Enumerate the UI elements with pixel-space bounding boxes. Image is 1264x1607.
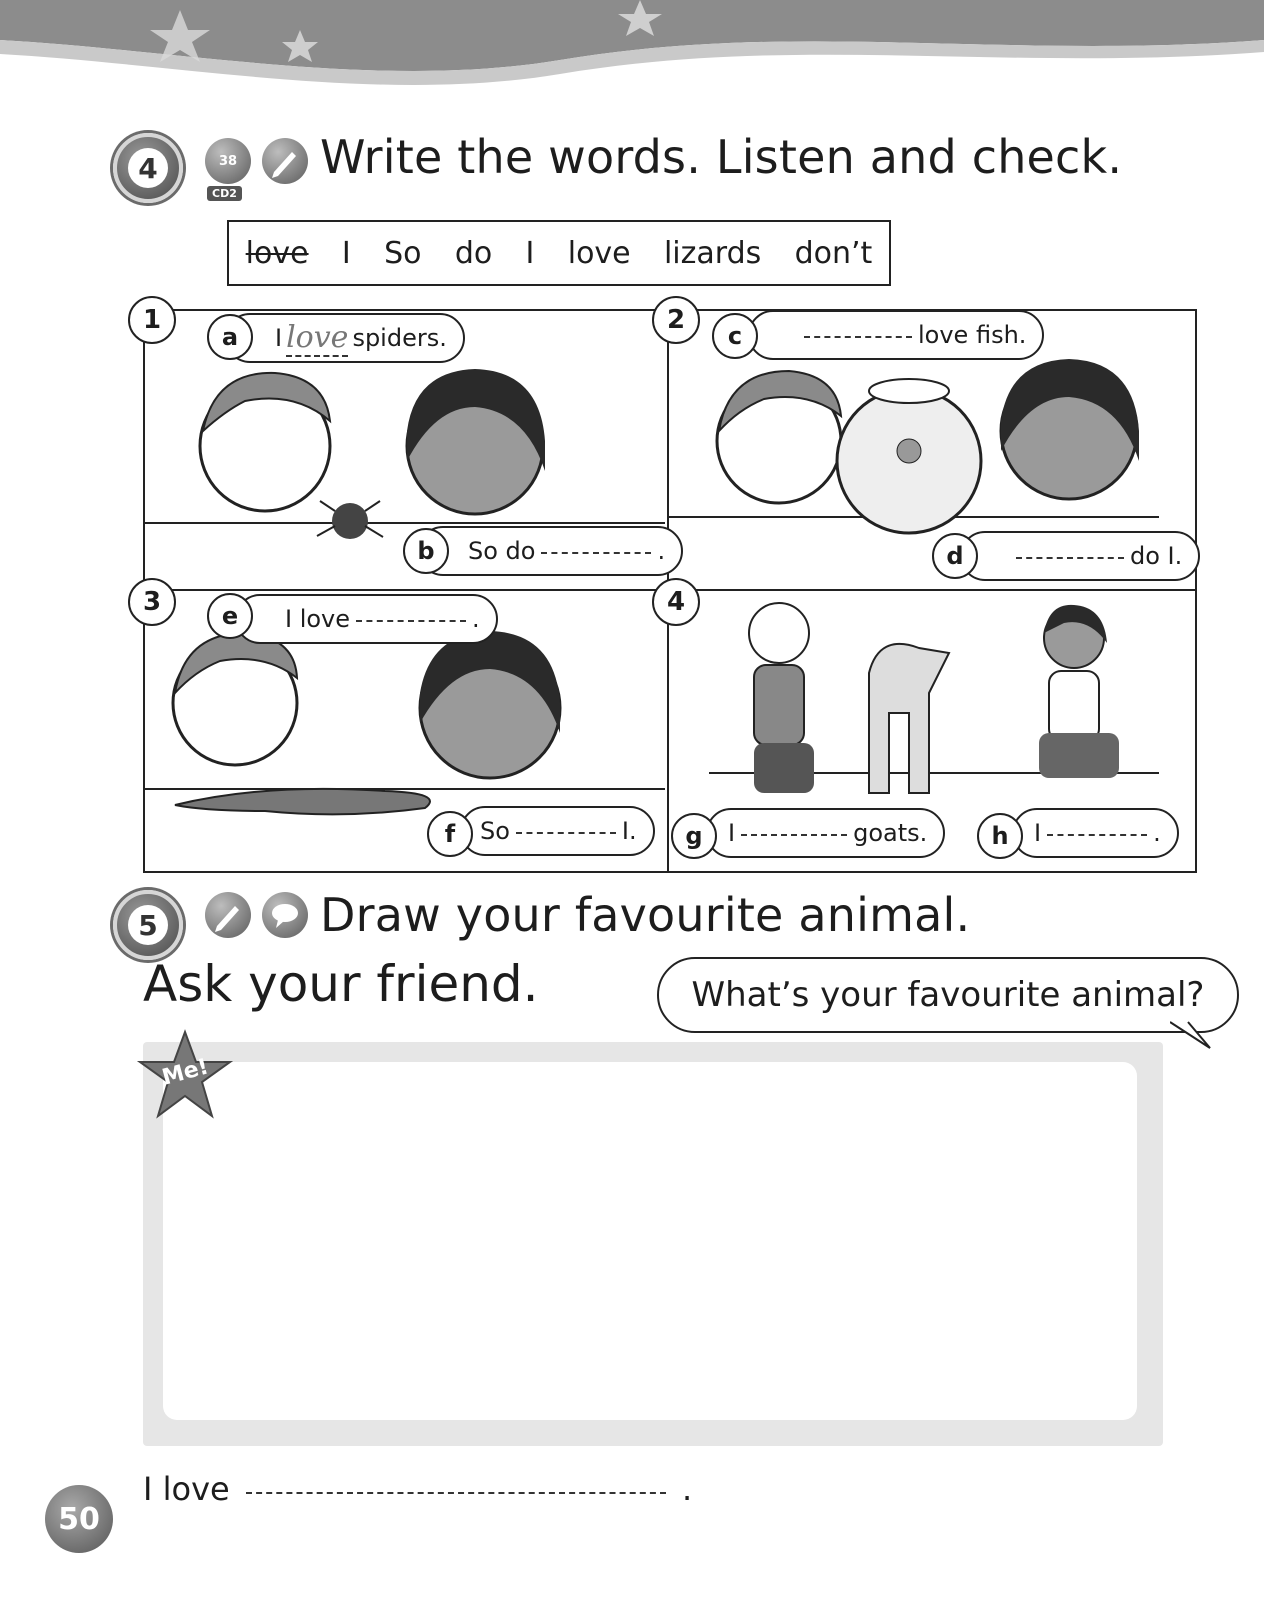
item-letter: b	[403, 528, 449, 574]
speech-bubble-a: I love spiders.	[225, 313, 465, 363]
speech-bubble-f: So I.	[460, 806, 655, 856]
answer-blank[interactable]	[516, 828, 616, 834]
item-letter: c	[712, 313, 758, 359]
answer-blank[interactable]	[804, 332, 912, 338]
question-speech-bubble: What’s your favourite animal?	[657, 957, 1239, 1033]
drawing-area[interactable]	[163, 1062, 1137, 1420]
pencil-icon	[262, 138, 308, 184]
item-letter: e	[207, 593, 253, 639]
panel-number: 1	[128, 296, 176, 344]
panel-number: 4	[652, 578, 700, 626]
page-number: 50	[45, 1485, 113, 1553]
item-letter: d	[932, 533, 978, 579]
audio-track-icon[interactable]: 38	[205, 138, 251, 184]
speech-icon	[262, 892, 308, 938]
word-bank-word: lizards	[663, 235, 762, 271]
item-letter: a	[207, 314, 253, 360]
word-bank-word: don’t	[794, 235, 873, 271]
answer-blank[interactable]	[541, 548, 651, 554]
word-bank-word: So	[384, 235, 422, 271]
speech-bubble-e: I love .	[235, 594, 498, 644]
panel-number: 3	[128, 578, 176, 626]
exercise-title: Write the words. Listen and check.	[320, 130, 1123, 184]
word-bank-word: I	[341, 235, 351, 271]
item-letter: f	[427, 811, 473, 857]
answer-line: I love .	[143, 1470, 693, 1508]
speech-bubble-d: do I.	[960, 531, 1200, 581]
bubble-tail	[1170, 1020, 1220, 1050]
exercise-subtitle: Ask your friend.	[143, 955, 539, 1013]
speech-bubble-h: I .	[1012, 808, 1179, 858]
pencil-icon	[205, 892, 251, 938]
cd-label: CD2	[207, 186, 242, 201]
speech-bubble-g: I goats.	[706, 808, 945, 858]
answer-blank[interactable]	[246, 1488, 666, 1494]
header-banner	[0, 0, 1264, 110]
exercise-number-badge: 4	[113, 133, 183, 203]
answer-blank[interactable]	[1016, 553, 1124, 559]
exercise-number-badge: 5	[113, 890, 183, 960]
answer-blank-filled[interactable]: love	[286, 319, 349, 355]
speech-bubble-b: So do .	[418, 526, 683, 576]
word-bank-word: love	[567, 235, 631, 271]
me-badge-label: Me!	[159, 1054, 212, 1091]
word-bank-word: do	[454, 235, 493, 271]
exercise-title: Draw your favourite animal.	[320, 888, 971, 942]
answer-blank[interactable]	[356, 616, 466, 622]
word-bank-crossed-word: love	[245, 235, 309, 271]
word-bank	[227, 220, 891, 286]
word-bank-word: I	[525, 235, 535, 271]
answer-blank[interactable]	[1047, 830, 1147, 836]
answer-blank[interactable]	[741, 830, 847, 836]
speech-bubble-c: love fish.	[748, 310, 1044, 360]
item-letter: g	[671, 813, 717, 859]
panel-number: 2	[652, 296, 700, 344]
item-letter: h	[977, 813, 1023, 859]
